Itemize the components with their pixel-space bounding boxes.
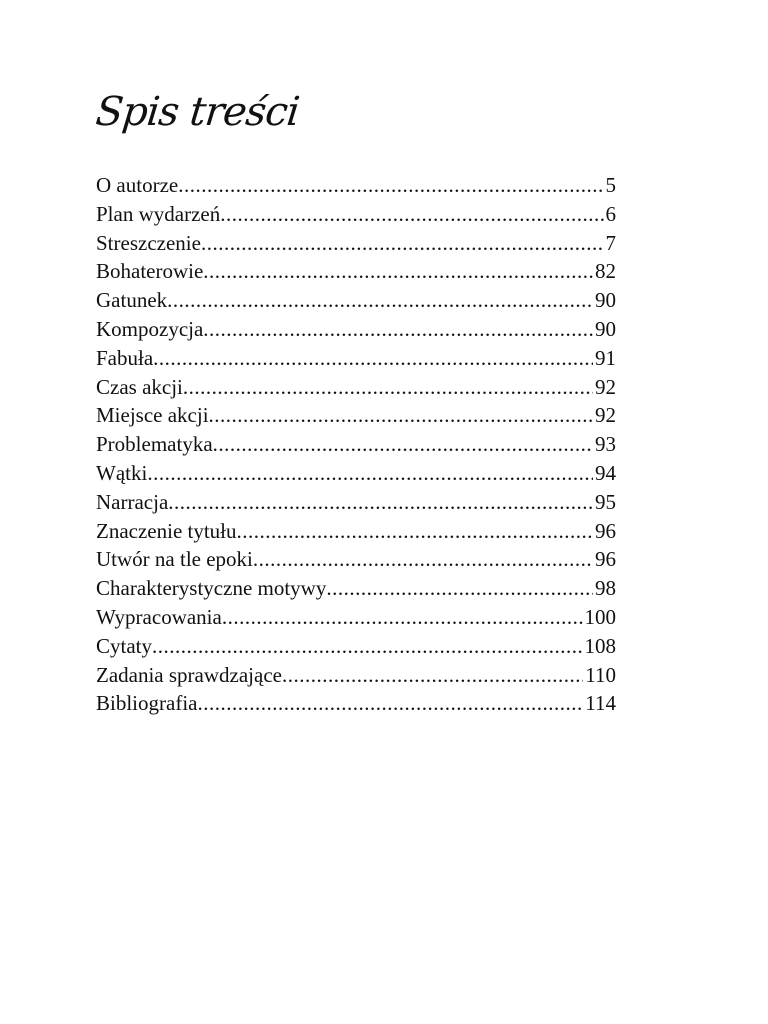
toc-entry[interactable]: [96, 286, 616, 315]
toc-dot-leader: [152, 632, 583, 661]
toc-dot-leader: [220, 200, 603, 229]
table-of-contents: [96, 171, 616, 718]
toc-entry-label: Miejsce akcji: [96, 403, 209, 428]
toc-entry[interactable]: [96, 545, 616, 574]
toc-entry-label: Problematyka: [96, 432, 213, 457]
toc-entry-page-number: 6: [605, 201, 616, 226]
toc-entry-label: Fabuła: [96, 345, 154, 370]
toc-entry-page-number: 96: [595, 547, 616, 572]
toc-entry-label: Czas akcji: [96, 374, 183, 399]
toc-entry-label: Charakterystyczne motywy: [96, 576, 327, 601]
toc-entry-label: Streszczenie: [96, 230, 201, 255]
toc-entry[interactable]: [96, 430, 616, 459]
toc-entry[interactable]: [96, 257, 616, 286]
toc-dot-leader: [183, 373, 593, 402]
toc-entry[interactable]: [96, 171, 616, 200]
toc-dot-leader: [222, 603, 583, 632]
toc-entry[interactable]: [96, 229, 616, 258]
toc-dot-leader: [168, 488, 593, 517]
toc-entry-page-number: 98: [595, 576, 616, 601]
toc-entry[interactable]: [96, 517, 616, 546]
toc-entry-page-number: 100: [584, 604, 616, 629]
toc-entry-label: Bohaterowie: [96, 259, 204, 284]
toc-entry-page-number: 90: [595, 316, 616, 341]
toc-dot-leader: [147, 459, 593, 488]
toc-entry[interactable]: [96, 661, 616, 690]
toc-dot-leader: [201, 229, 604, 258]
toc-entry[interactable]: [96, 689, 616, 718]
toc-entry-page-number: 94: [595, 460, 616, 485]
toc-dot-leader: [326, 574, 593, 603]
toc-entry-page-number: 110: [585, 662, 616, 687]
toc-entry[interactable]: [96, 315, 616, 344]
toc-dot-leader: [209, 401, 593, 430]
toc-entry[interactable]: [96, 200, 616, 229]
toc-entry-label: Znaczenie tytułu: [96, 518, 237, 543]
toc-entry[interactable]: [96, 344, 616, 373]
toc-dot-leader: [153, 344, 593, 373]
toc-entry-page-number: 92: [595, 403, 616, 428]
toc-entry-page-number: 5: [605, 173, 616, 197]
toc-entry-label: Zadania sprawdzające: [96, 662, 282, 687]
toc-entry-page-number: 108: [584, 633, 616, 658]
toc-entry-page-number: 92: [595, 374, 616, 399]
toc-dot-leader: [282, 661, 583, 690]
toc-dot-leader: [213, 430, 593, 459]
toc-dot-leader: [203, 257, 593, 286]
toc-entry-label: Bibliografia: [96, 691, 198, 716]
toc-entry-page-number: 95: [595, 489, 616, 514]
toc-entry[interactable]: [96, 574, 616, 603]
toc-entry-page-number: 96: [595, 518, 616, 543]
toc-entry-page-number: 7: [605, 230, 616, 255]
toc-entry[interactable]: [96, 488, 616, 517]
toc-entry-page-number: 114: [585, 691, 616, 716]
toc-dot-leader: [178, 171, 603, 200]
toc-entry-label: Utwór na tle epoki: [96, 547, 253, 572]
toc-entry-label: Wątki: [96, 460, 148, 485]
toc-dot-leader: [197, 689, 583, 718]
toc-entry-page-number: 90: [595, 288, 616, 313]
toc-dot-leader: [237, 517, 593, 546]
toc-entry-label: Wypracowania: [96, 604, 222, 629]
toc-dot-leader: [203, 315, 593, 344]
toc-dot-leader: [253, 545, 593, 574]
toc-entry[interactable]: [96, 459, 616, 488]
toc-dot-leader: [167, 286, 593, 315]
toc-entry-label: Narracja: [96, 489, 169, 514]
toc-entry-label: Kompozycja: [96, 316, 204, 341]
toc-entry-label: Gatunek: [96, 288, 168, 313]
toc-entry[interactable]: [96, 373, 616, 402]
toc-entry-label: Plan wydarzeń: [96, 201, 221, 226]
toc-entry-page-number: 93: [595, 432, 616, 457]
toc-entry-label: Cytaty: [96, 633, 152, 658]
toc-entry-page-number: 82: [595, 259, 616, 284]
page-title: Spis treści: [93, 89, 302, 135]
toc-entry-page-number: 91: [595, 345, 616, 370]
toc-entry[interactable]: [96, 401, 616, 430]
toc-entry[interactable]: [96, 632, 616, 661]
toc-entry[interactable]: [96, 603, 616, 632]
toc-entry-label: O autorze: [96, 173, 179, 197]
